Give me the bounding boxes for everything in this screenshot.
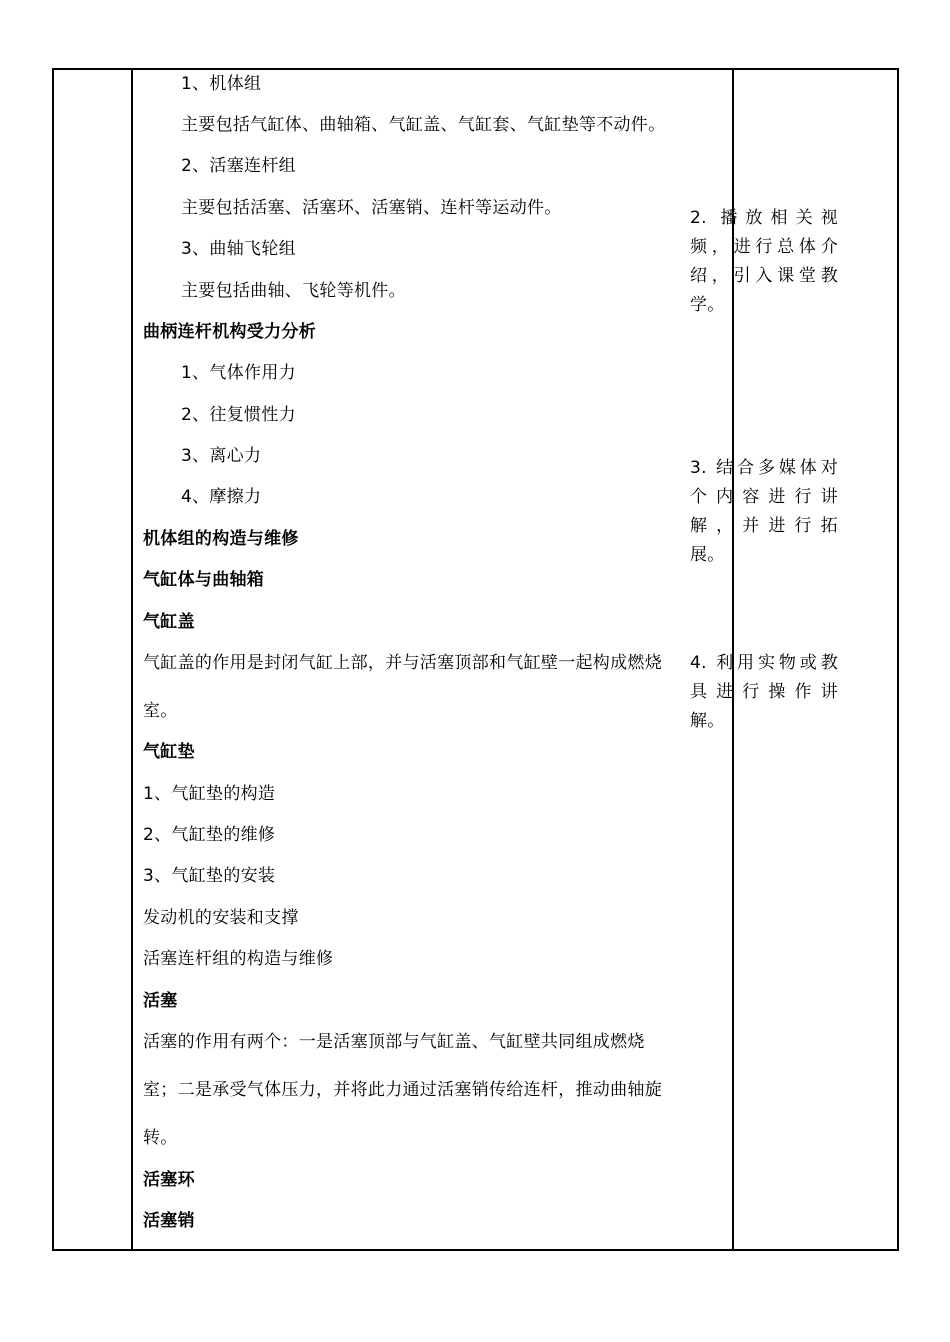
note-line: 频，进行总体介: [690, 237, 838, 257]
section-heading: 机体组的构造与维修: [143, 529, 299, 549]
teaching-note-4: [690, 649, 838, 736]
content-line: 发动机的安装和支撑: [143, 908, 299, 928]
note-line: 展。: [690, 545, 725, 565]
content-line: 主要包括活塞、活塞环、活塞销、连杆等运动件。: [181, 198, 562, 218]
content-line: 1、气体作用力: [181, 363, 296, 383]
note-line: 解，并进行拓: [690, 516, 838, 536]
note-line: 具进行操作讲: [690, 682, 838, 702]
section-heading: 活塞: [143, 991, 178, 1011]
content-line: 2、往复惯性力: [181, 405, 296, 425]
content-line: 活塞连杆组的构造与维修: [143, 949, 334, 969]
content-line: 4、摩擦力: [181, 487, 262, 507]
content-line: 室；二是承受气体压力，并将此力通过活塞销传给连杆，推动曲轴旋: [143, 1080, 662, 1100]
content-line: 2、活塞连杆组: [181, 156, 296, 176]
content-line: 2、气缸垫的维修: [143, 825, 276, 845]
note-line: 2. 播放相关视: [690, 208, 838, 228]
section-heading: 活塞环: [143, 1170, 195, 1190]
content-line: 3、曲轴飞轮组: [181, 239, 296, 259]
note-line: 绍，引入课堂教: [690, 266, 838, 286]
content-line: 3、离心力: [181, 446, 262, 466]
note-line: 3. 结合多媒体对: [690, 458, 838, 478]
section-heading: 气缸盖: [143, 612, 195, 632]
note-line: 解。: [690, 711, 725, 731]
content-line: 1、气缸垫的构造: [143, 784, 276, 804]
content-line: 主要包括曲轴、飞轮等机件。: [181, 281, 406, 301]
content-line: 气缸盖的作用是封闭气缸上部，并与活塞顶部和气缸壁一起构成燃烧: [143, 653, 662, 673]
content-line: 主要包括气缸体、曲轴箱、气缸盖、气缸套、气缸垫等不动件。: [181, 115, 666, 135]
section-heading: 活塞销: [143, 1211, 195, 1231]
section-heading: 气缸体与曲轴箱: [143, 570, 265, 590]
content-line: 室。: [143, 701, 178, 721]
note-line: 4. 利用实物或教: [690, 653, 838, 673]
section-heading: 气缸垫: [143, 742, 195, 762]
note-line: 学。: [690, 295, 725, 315]
content-line: 活塞的作用有两个：一是活塞顶部与气缸盖、气缸壁共同组成燃烧: [143, 1032, 645, 1052]
content-line: 转。: [143, 1128, 178, 1148]
column-divider-left: [131, 70, 133, 1249]
teaching-note-3: [690, 454, 838, 570]
content-line: 3、气缸垫的安装: [143, 866, 276, 886]
section-heading: 曲柄连杆机构受力分析: [143, 322, 316, 342]
content-line: 1、机体组: [181, 74, 262, 94]
note-line: 个内容进行讲: [690, 487, 838, 507]
teaching-note-2: [690, 204, 838, 320]
